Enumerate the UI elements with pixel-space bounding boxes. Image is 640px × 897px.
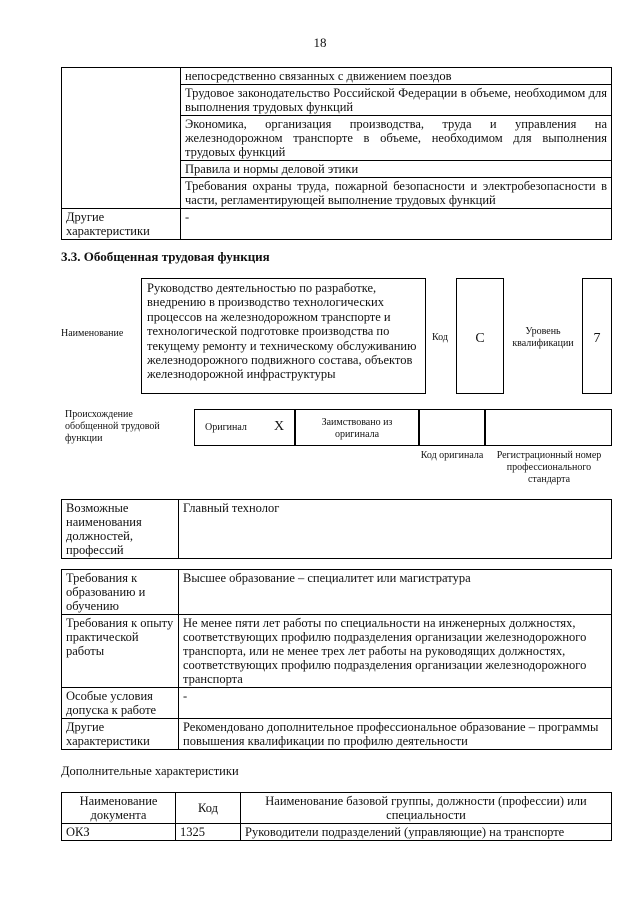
reg-number-caption: Регистрационный номер профессионального стандарта: [496, 450, 602, 485]
section-title: 3.3. Обобщенная трудовая функция: [61, 249, 270, 264]
origin-code-box: [419, 409, 485, 446]
level-label: Уровень квалификации: [512, 326, 574, 349]
table-header: Наименование базовой группы, должности (профессии) или специальности: [241, 793, 612, 824]
original-mark: X: [274, 419, 285, 434]
origin-code-caption: Код оригинала: [420, 450, 484, 461]
code-box: [456, 278, 504, 394]
possible-names-table: [61, 499, 612, 559]
page-number: 18: [313, 35, 327, 50]
borrowed-label: Заимствовано из оригинала: [321, 417, 393, 440]
table-row: [62, 824, 612, 841]
level-value: 7: [593, 331, 601, 346]
knowledge-table: [61, 67, 612, 240]
table-header: Наименование документа: [62, 793, 176, 824]
knowledge-row: Экономика, организация производства, труда и управления на железнодорожном транспорте в объеме, необходимом для выполнения трудовых функций: [181, 116, 612, 161]
requirement-label: Особые условия допуска к работе: [62, 688, 179, 719]
table-cell: ОКЗ: [62, 824, 176, 841]
other-characteristics-label: Другие характеристики: [62, 209, 181, 240]
knowledge-row: Трудовое законодательство Российской Федерации в объеме, необходимом для выполнения трудовых функций: [181, 85, 612, 116]
possible-names-value: Главный технолог: [179, 500, 612, 559]
empty-cell: [62, 68, 181, 209]
table-cell: Руководители подразделений (управляющие) на транспорте: [241, 824, 612, 841]
requirements-table: [61, 569, 612, 750]
requirement-value: -: [179, 688, 612, 719]
reg-number-box: [485, 409, 612, 446]
requirement-value: Рекомендовано дополнительное профессиональное образование – программы повышения квалификации по профилю деятельности: [179, 719, 612, 750]
knowledge-row: Правила и нормы деловой этики: [181, 161, 612, 178]
code-value: C: [475, 331, 485, 346]
table-cell: 1325: [176, 824, 241, 841]
other-characteristics-value: -: [181, 209, 612, 240]
origin-label: Происхождение обобщенной трудовой функции: [65, 409, 160, 444]
requirement-label: Другие характеристики: [62, 719, 179, 750]
requirement-value: Не менее пяти лет работы по специальности на инженерных должностях, соответствующих профилю подразделения организации железнодорожного транспорта, или не менее трех лет работы на руководящих должностях, соответствующих профилю подразделения организации железнодорожного транспорта: [179, 615, 612, 688]
knowledge-row: непосредственно связанных с движением поездов: [181, 68, 612, 85]
original-box: [194, 409, 295, 446]
additional-table: [61, 792, 612, 841]
table-header: Код: [176, 793, 241, 824]
original-label: Оригинал: [205, 422, 247, 433]
function-name-box: Руководство деятельностью по разработке, внедрению в производство технологических процессов на железнодорожном транспорте и технологической подготовке производства по текущему ремонту и техническому обслуживанию железнодорожного подвижного состава, объектов железнодорожной инфраструктуры: [141, 278, 426, 394]
code-label: Код: [432, 332, 448, 343]
requirement-value: Высшее образование – специалитет или магистратура: [179, 570, 612, 615]
level-box: [582, 278, 612, 394]
name-label: Наименование: [61, 328, 124, 339]
requirement-label: Требования к образованию и обучению: [62, 570, 179, 615]
possible-names-label: Возможные наименования должностей, профессий: [62, 500, 179, 559]
requirement-label: Требования к опыту практической работы: [62, 615, 179, 688]
additional-title: Дополнительные характеристики: [61, 764, 239, 778]
borrowed-box: [295, 409, 419, 446]
knowledge-row: Требования охраны труда, пожарной безопасности и электробезопасности в части, регламентирующей выполнение трудовых функций: [181, 178, 612, 209]
